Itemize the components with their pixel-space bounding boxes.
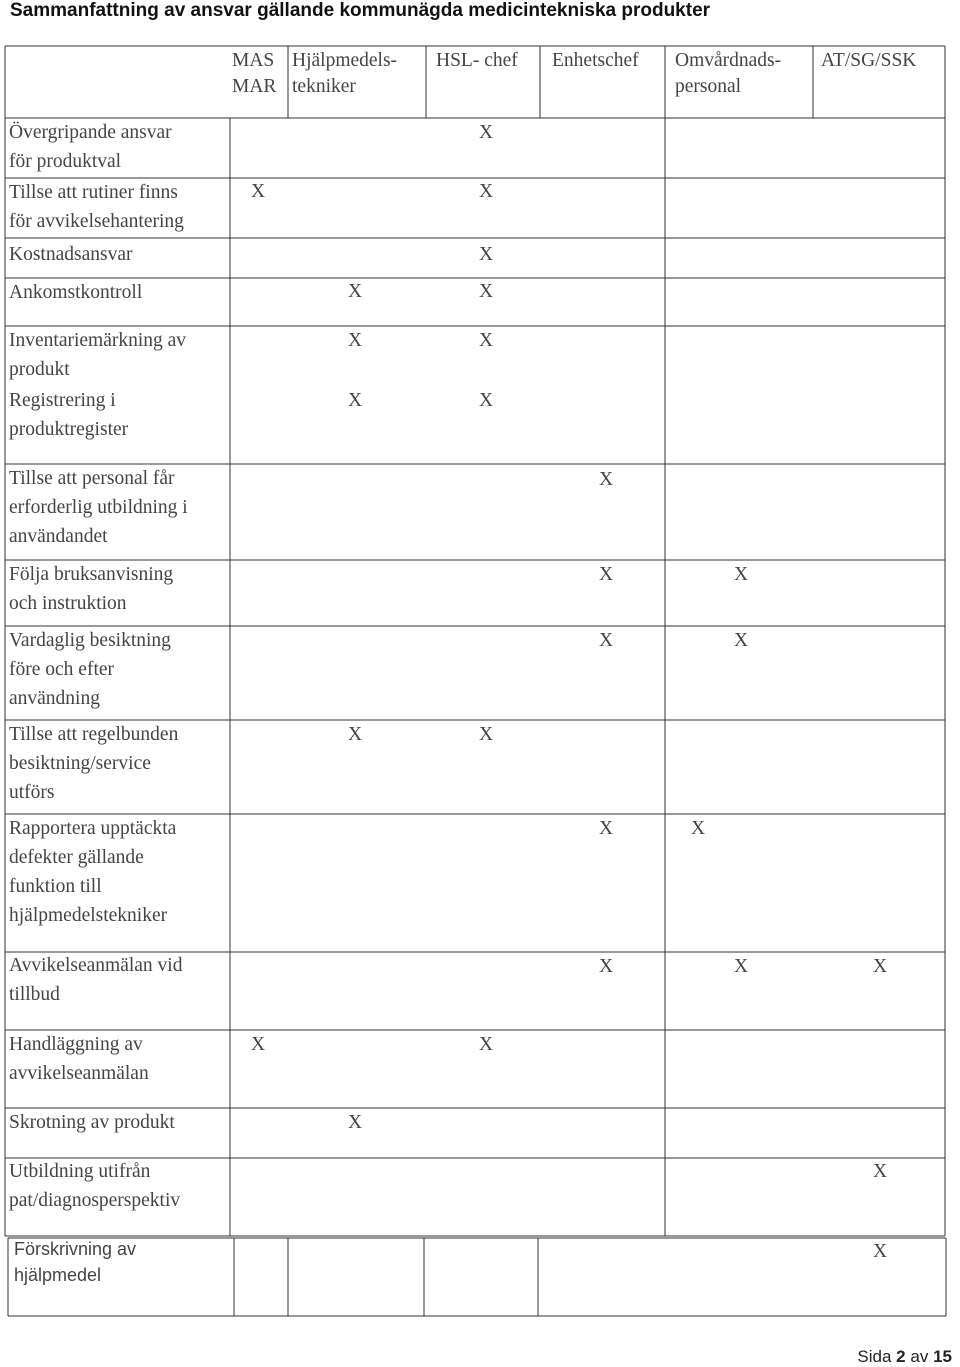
responsibility-mark: X	[479, 724, 494, 745]
responsibility-mark: X	[348, 1112, 363, 1133]
responsibility-mark: X	[691, 818, 706, 839]
responsibility-mark: X	[479, 122, 494, 143]
page-title: Sammanfattning av ansvar gällande kommunägda medicintekniska produkter	[10, 0, 711, 21]
responsibility-mark: X	[348, 390, 363, 411]
row-label: Tillse att regelbunden besiktning/service utförs	[9, 724, 179, 803]
row-label: Registrering i produktregister	[9, 390, 129, 440]
row-label: Vardaglig besiktning före och efter användning	[9, 630, 171, 709]
row-label: Handläggning av avvikelseanmälan	[9, 1034, 149, 1084]
responsibility-mark: X	[479, 181, 494, 202]
responsibility-mark: X	[479, 390, 494, 411]
responsibility-mark: X	[734, 956, 749, 977]
row-label: Tillse att personal får erforderlig utbildning i användandet	[9, 468, 188, 547]
row-label: Rapportera upptäckta defekter gällande funktion till hjälpmedelstekniker	[9, 818, 177, 926]
footer-sep: av	[910, 1347, 929, 1366]
column-header-1: Hjälpmedels- tekniker	[292, 50, 398, 97]
row-label: Ankomstkontroll	[9, 282, 143, 303]
column-header-5: AT/SG/SSK	[821, 50, 917, 71]
footer-page: 2	[896, 1347, 906, 1366]
footer-total: 15	[933, 1347, 952, 1366]
page-number	[857, 1347, 952, 1367]
responsibility-mark: X	[479, 330, 494, 351]
responsibility-mark: X	[873, 1161, 888, 1182]
responsibility-mark: X	[479, 1034, 494, 1055]
responsibility-mark: X	[348, 281, 363, 302]
row-label: Förskrivning av hjälpmedel	[14, 1239, 137, 1285]
responsibility-mark: X	[599, 956, 614, 977]
responsibility-mark: X	[599, 630, 614, 651]
responsibility-mark: X	[599, 469, 614, 490]
column-header-4: Omvårdnads- personal	[675, 50, 782, 97]
column-header-3: Enhetschef	[552, 50, 639, 71]
row-label: Skrotning av produkt	[9, 1112, 175, 1133]
responsibility-mark: X	[251, 181, 266, 202]
responsibility-mark: X	[599, 818, 614, 839]
footer-prefix: Sida	[857, 1347, 892, 1366]
row-label: Kostnadsansvar	[9, 244, 133, 265]
responsibility-mark: X	[348, 330, 363, 351]
responsibility-mark: X	[348, 724, 363, 745]
row-label: Inventariemärkning av produkt	[9, 330, 187, 380]
row-label: Tillse att rutiner finns för avvikelsehantering	[9, 182, 184, 232]
row-label: Avvikelseanmälan vid tillbud	[9, 955, 183, 1005]
responsibility-mark: X	[734, 630, 749, 651]
responsibility-mark: X	[251, 1034, 266, 1055]
responsibility-mark: X	[873, 956, 888, 977]
row-label: Utbildning utifrån pat/diagnosperspektiv	[9, 1161, 181, 1211]
responsibility-mark: X	[479, 281, 494, 302]
responsibility-mark: X	[479, 244, 494, 265]
responsibility-mark: X	[734, 564, 749, 585]
column-header-0: MAS MAR	[232, 50, 277, 97]
row-label: Övergripande ansvar för produktval	[9, 122, 172, 172]
row-label: Följa bruksanvisning och instruktion	[9, 564, 174, 614]
responsibility-mark: X	[873, 1241, 888, 1262]
column-header-2: HSL- chef	[436, 50, 518, 71]
responsibility-mark: X	[599, 564, 614, 585]
